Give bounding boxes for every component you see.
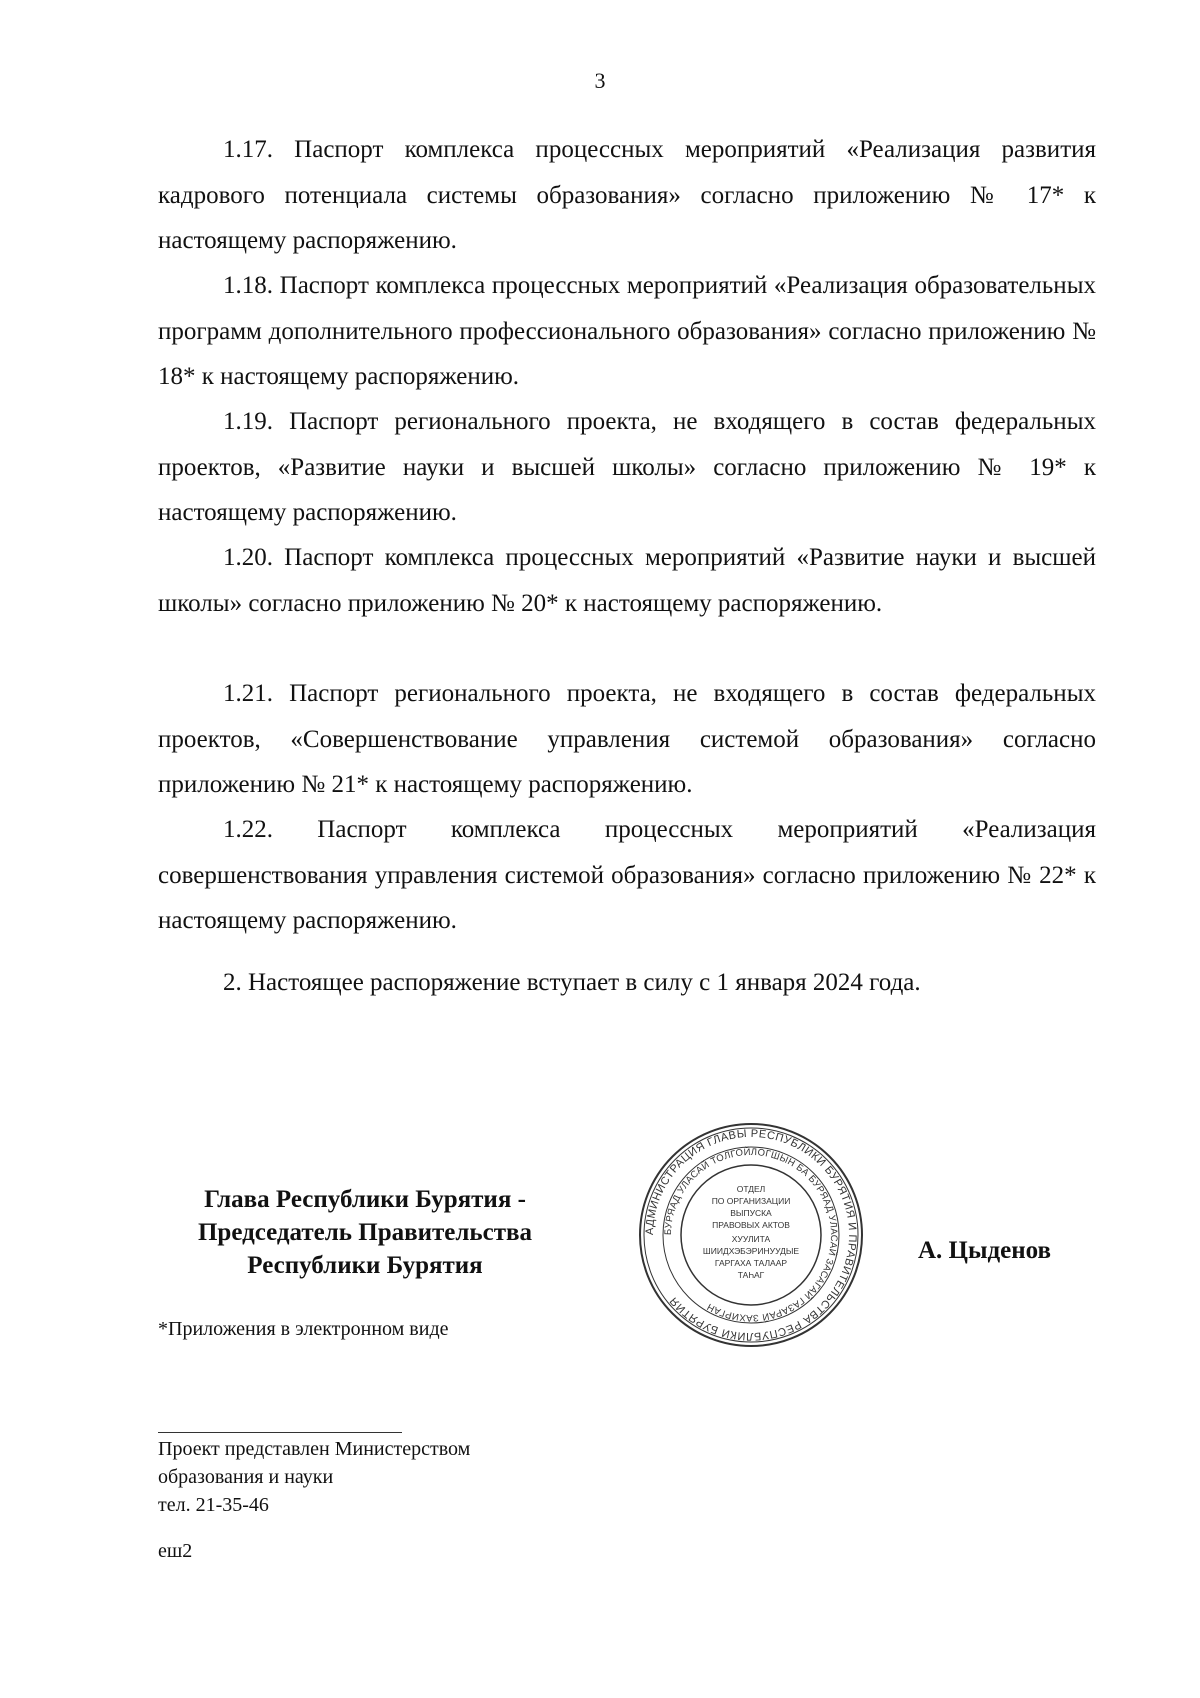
paragraph-1-19: 1.19. Паспорт регионального проекта, не входящего в состав федеральных проектов, «Развитие науки и высшей школы» согласно приложению № 19* к настоящему распоряжению.	[158, 408, 1096, 526]
stamp-center-line-7: ГАРГАХА ТАЛААР	[714, 1258, 788, 1268]
stamp-center-line-3: ВЫПУСКА	[730, 1208, 772, 1218]
stamp-center-line-4: ПРАВОВЫХ АКТОВ	[712, 1220, 790, 1230]
stamp-center-line-6: ШИИДХЭБЭРИНУУДЫЕ	[702, 1246, 800, 1256]
paragraph-1-20: 1.20. Паспорт комплекса процессных мероприятий «Развитие науки и высшей школы» согласно приложению № 20* к настоящему распоряжению.	[158, 544, 1096, 617]
footer-divider	[158, 1432, 402, 1433]
stamp-center-line-5: ХУУЛИТА	[731, 1234, 771, 1244]
footer-line-2: образования и науки	[158, 1466, 334, 1488]
paragraph-1-17: 1.17. Паспорт комплекса процессных мероприятий «Реализация развития кадрового потенциала системы образования» согласно приложению № 17* к настоящему распоряжению.	[158, 136, 1096, 254]
document-code: еш2	[158, 1540, 193, 1562]
stamp-center-line-8: ТАҺАГ	[737, 1270, 765, 1280]
stamp-center-line-2: ПО ОРГАНИЗАЦИИ	[711, 1196, 791, 1206]
signatory-title-line-2: Председатель Правительства	[197, 1219, 533, 1246]
signatory-title-line-3: Республики Бурятия	[247, 1252, 483, 1279]
page-number: 3	[594, 68, 606, 93]
paragraph-2: 2. Настоящее распоряжение вступает в силу с 1 января 2024 года.	[223, 969, 921, 996]
paragraph-1-21: 1.21. Паспорт регионального проекта, не входящего в состав федеральных проектов, «Совершенствование управления системой образования» согласно приложению № 21* к настоящему распоряжению.	[158, 680, 1096, 798]
signatory-name: А. Цыденов	[918, 1237, 1052, 1264]
footer-contact	[158, 1435, 470, 1519]
signatory-title	[155, 1183, 575, 1282]
footer-line-3: тел. 21-35-46	[158, 1494, 269, 1516]
paragraph-1-18: 1.18. Паспорт комплекса процессных мероприятий «Реализация образовательных программ дополнительного профессионального образования» согласно приложению № 18* к настоящему распоряжению.	[158, 272, 1096, 390]
stamp-inner-text: БУРЯАД УЛАСАЙ ТОЛГОЙЛОГШЫН БА БУРЯАД УЛАСАЙ ЗАСАГАЙ ГАЗАРАЙ ЗАХИРГАН	[662, 1146, 840, 1324]
stamp-outer-text: АДМИНИСТРАЦИЯ ГЛАВЫ РЕСПУБЛИКИ БУРЯТИЯ И ПРАВИТЕЛЬСТВА РЕСПУБЛИКИ БУРЯТИЯ	[643, 1127, 859, 1343]
appendix-note: *Приложения в электронном виде	[158, 1318, 449, 1340]
paragraph-1-22: 1.22. Паспорт комплекса процессных мероприятий «Реализация совершенствования управления системой образования» согласно приложению № 22* к настоящему распоряжению.	[158, 816, 1096, 934]
stamp-center-line-1: ОТДЕЛ	[736, 1184, 766, 1194]
signatory-title-line-1: Глава Республики Бурятия -	[204, 1186, 526, 1213]
official-stamp	[636, 1120, 866, 1350]
footer-line-1: Проект представлен Министерством	[158, 1438, 471, 1460]
